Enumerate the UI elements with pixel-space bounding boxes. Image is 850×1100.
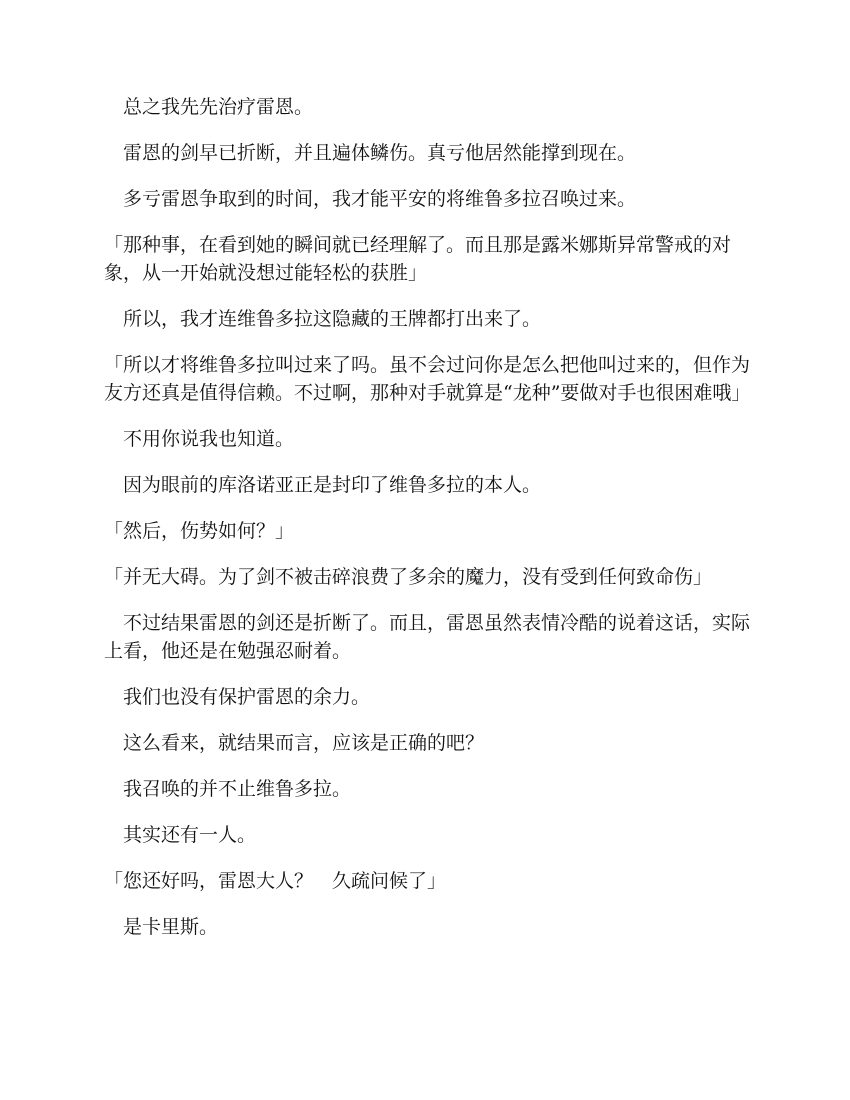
paragraph: 「并无大碍。为了剑不被击碎浪费了多余的魔力，没有受到任何致命伤」 — [104, 566, 713, 588]
paragraph: 「那种事，在看到她的瞬间就已经理解了。而且那是露米娜斯异常警戒的对象，从一开始就没想过能轻松的获胜」 — [104, 234, 732, 284]
paragraph: 所以，我才连维鲁多拉这隐藏的王牌都打出来了。 — [104, 308, 542, 330]
paragraph: 雷恩的剑早已折断，并且遍体鳞伤。真亏他居然能撑到现在。 — [104, 142, 637, 164]
paragraph: 我召唤的并不止维鲁多拉。 — [104, 778, 352, 800]
paragraph: 「您还好吗，雷恩大人？ 久疏问候了」 — [104, 870, 447, 892]
paragraph: 「所以才将维鲁多拉叫过来了吗。虽不会过问你是怎么把他叫过来的，但作为友方还真是值得信赖。不过啊，那种对手就算是“龙种”要做对手也很困难哦」 — [104, 354, 751, 404]
paragraph: 「然后，伤势如何？」 — [104, 520, 295, 542]
paragraph: 不用你说我也知道。 — [104, 428, 295, 450]
paragraph: 我们也没有保护雷恩的余力。 — [104, 686, 371, 708]
paragraph: 因为眼前的库洛诺亚正是封印了维鲁多拉的本人。 — [104, 474, 542, 496]
paragraph: 其实还有一人。 — [104, 824, 257, 846]
paragraph: 不过结果雷恩的剑还是折断了。而且，雷恩虽然表情冷酷的说着这话，实际上看，他还是在勉强忍耐着。 — [104, 612, 751, 662]
paragraph: 总之我先先治疗雷恩。 — [104, 96, 314, 118]
paragraph: 是卡里斯。 — [104, 916, 219, 938]
document-body — [104, 93, 754, 959]
paragraph: 这么看来，就结果而言，应该是正确的吧？ — [104, 732, 485, 754]
paragraph: 多亏雷恩争取到的时间，我才能平安的将维鲁多拉召唤过来。 — [104, 188, 637, 210]
